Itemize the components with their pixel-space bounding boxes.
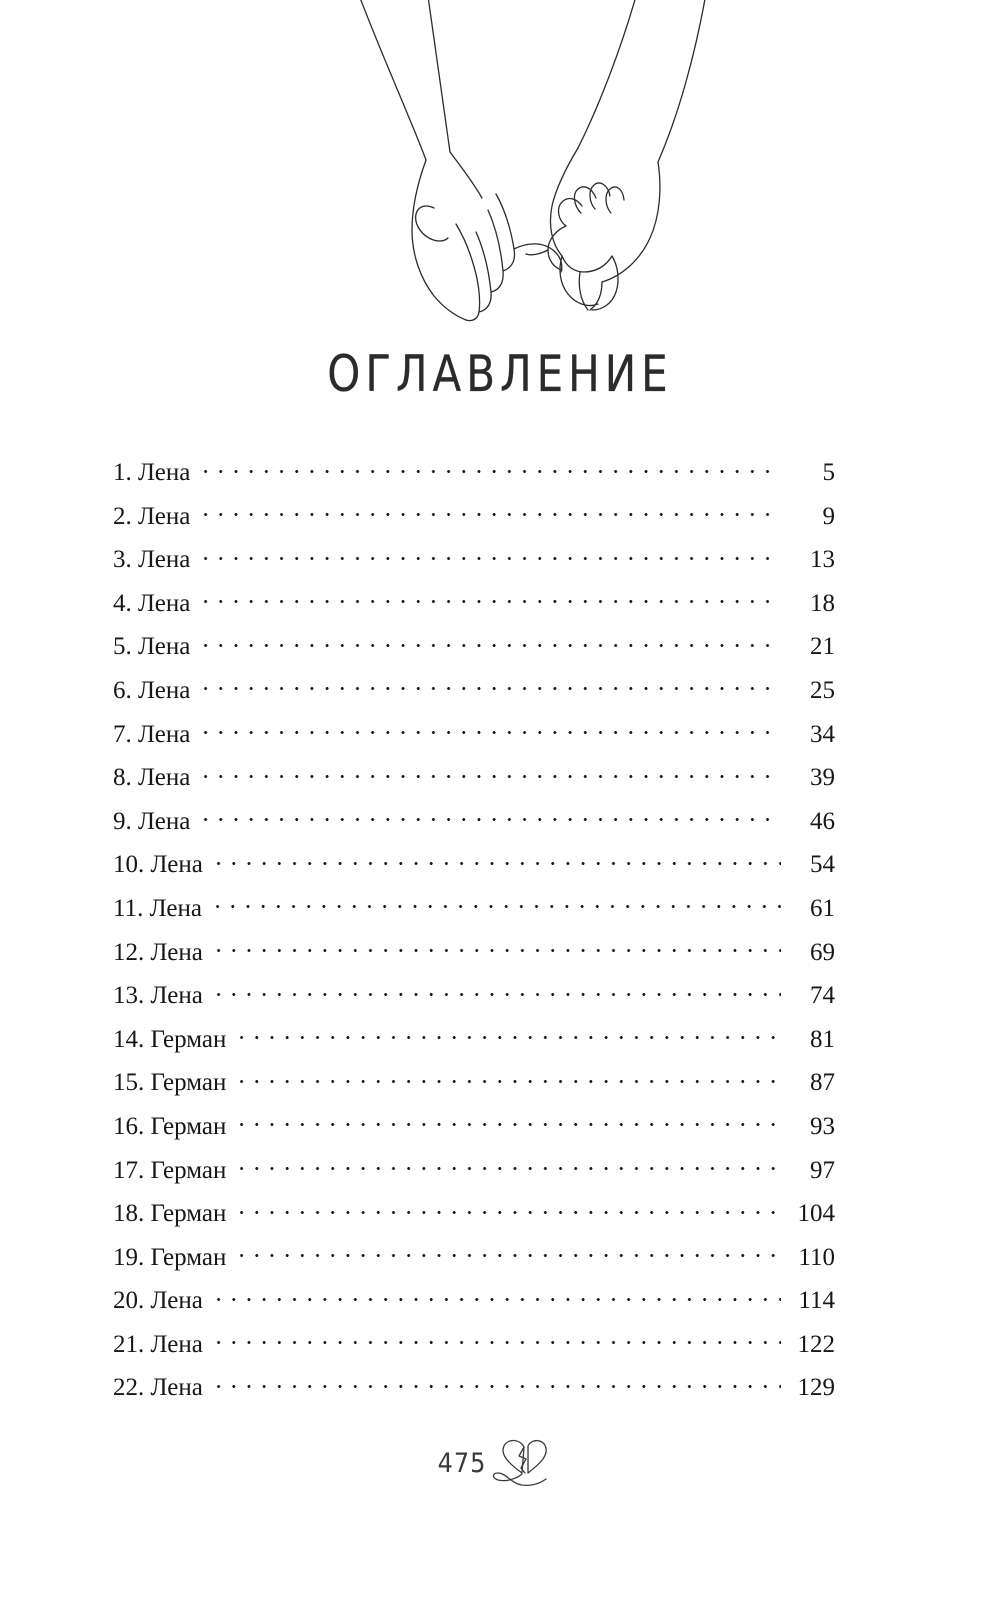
toc-entry[interactable] bbox=[113, 455, 835, 499]
toc-leader-dots bbox=[211, 1283, 781, 1308]
toc-leader-dots bbox=[211, 978, 781, 1003]
broken-heart-icon bbox=[488, 1435, 562, 1491]
toc-leader-dots bbox=[210, 891, 781, 916]
toc-entry-page: 122 bbox=[797, 1330, 835, 1358]
toc-entry[interactable] bbox=[113, 717, 835, 761]
toc-entry-page: 13 bbox=[810, 546, 835, 574]
toc-entry[interactable] bbox=[113, 760, 835, 804]
toc-entry-page: 54 bbox=[810, 851, 835, 879]
toc-entry[interactable] bbox=[113, 629, 835, 673]
toc-entry[interactable] bbox=[113, 847, 835, 891]
toc-leader-dots bbox=[211, 1327, 781, 1352]
toc-entry-label: 4. Лена bbox=[113, 589, 191, 617]
toc-entry-page: 87 bbox=[810, 1069, 835, 1097]
page-folio: 475 bbox=[437, 1447, 487, 1479]
toc-entry-label: 8. Лена bbox=[113, 764, 191, 792]
toc-leader-dots bbox=[198, 455, 781, 480]
toc-entry-label: 9. Лена bbox=[113, 807, 191, 835]
toc-entry-page: 129 bbox=[797, 1374, 835, 1402]
toc-entry[interactable] bbox=[113, 1022, 835, 1066]
toc-entry-label: 16. Герман bbox=[113, 1112, 227, 1140]
toc-entry[interactable] bbox=[113, 586, 835, 630]
toc-entry-label: 21. Лена bbox=[113, 1330, 203, 1358]
toc-entry-page: 97 bbox=[810, 1156, 835, 1184]
toc-entry[interactable] bbox=[113, 1109, 835, 1153]
toc-entry[interactable] bbox=[113, 891, 835, 935]
toc-entry[interactable] bbox=[113, 1196, 835, 1240]
toc-leader-dots bbox=[234, 1196, 781, 1221]
toc-leader-dots bbox=[211, 847, 781, 872]
toc-leader-dots bbox=[198, 586, 781, 611]
toc-entry-label: 3. Лена bbox=[113, 546, 191, 574]
two-hands-illustration bbox=[230, 0, 770, 342]
toc-entry-label: 18. Герман bbox=[113, 1200, 227, 1228]
toc-entry-page: 93 bbox=[810, 1112, 835, 1140]
toc-entry-page: 9 bbox=[822, 502, 835, 530]
toc-leader-dots bbox=[198, 673, 781, 698]
toc-entry-page: 114 bbox=[798, 1287, 835, 1315]
toc-entry-label: 15. Герман bbox=[113, 1069, 227, 1097]
toc-leader-dots bbox=[198, 499, 781, 524]
toc-entry[interactable] bbox=[113, 499, 835, 543]
toc-entry[interactable] bbox=[113, 542, 835, 586]
toc-leader-dots bbox=[198, 542, 781, 567]
toc-entry[interactable] bbox=[113, 1240, 835, 1284]
toc-entry-page: 61 bbox=[810, 894, 835, 922]
toc-entry-page: 69 bbox=[810, 938, 835, 966]
toc-entry[interactable] bbox=[113, 1153, 835, 1197]
toc-entry-label: 1. Лена bbox=[113, 459, 191, 486]
toc-entry-page: 74 bbox=[810, 982, 835, 1010]
toc-leader-dots bbox=[198, 804, 781, 829]
toc-entry-label: 10. Лена bbox=[113, 851, 203, 879]
toc-leader-dots bbox=[211, 935, 781, 960]
toc-entry-page: 34 bbox=[810, 720, 835, 748]
toc-entry-label: 19. Герман bbox=[113, 1243, 227, 1271]
toc-entry-page: 46 bbox=[810, 807, 835, 835]
toc-entry-label: 2. Лена bbox=[113, 502, 191, 530]
toc-entry-page: 39 bbox=[810, 764, 835, 792]
toc-entry[interactable] bbox=[113, 978, 835, 1022]
toc-entry-page: 5 bbox=[822, 459, 835, 486]
toc-entry-label: 7. Лена bbox=[113, 720, 191, 748]
toc-entry[interactable] bbox=[113, 935, 835, 979]
toc-entry-page: 25 bbox=[810, 676, 835, 704]
page-title: ОГЛАВЛЕНИЕ bbox=[327, 345, 673, 403]
toc-entry-label: 14. Герман bbox=[113, 1025, 227, 1053]
toc-entry-label: 20. Лена bbox=[113, 1287, 203, 1315]
toc-entry-page: 104 bbox=[797, 1200, 835, 1228]
toc-entry-label: 17. Герман bbox=[113, 1156, 227, 1184]
toc-entry-label: 11. Лена bbox=[113, 894, 202, 922]
toc-leader-dots bbox=[234, 1022, 781, 1047]
toc-entry[interactable] bbox=[113, 1370, 835, 1414]
toc-leader-dots bbox=[198, 629, 781, 654]
toc-leader-dots bbox=[234, 1109, 781, 1134]
toc-entry-label: 5. Лена bbox=[113, 633, 191, 661]
toc-entry[interactable] bbox=[113, 804, 835, 848]
toc-entry[interactable] bbox=[113, 1283, 835, 1327]
toc-leader-dots bbox=[234, 1153, 781, 1178]
toc-entry[interactable] bbox=[113, 1327, 835, 1371]
toc-entry-page: 21 bbox=[810, 633, 835, 661]
toc-leader-dots bbox=[211, 1370, 781, 1395]
toc-leader-dots bbox=[198, 717, 781, 742]
toc-entry-page: 18 bbox=[810, 589, 835, 617]
toc-entry-page: 81 bbox=[810, 1025, 835, 1053]
toc-entry-page: 110 bbox=[798, 1243, 835, 1271]
toc-entry[interactable] bbox=[113, 1065, 835, 1109]
table-of-contents bbox=[113, 455, 835, 1414]
toc-entry-label: 6. Лена bbox=[113, 676, 191, 704]
toc-entry-label: 12. Лена bbox=[113, 938, 203, 966]
toc-entry[interactable] bbox=[113, 673, 835, 717]
two-hands-line-art-icon bbox=[230, 0, 770, 342]
toc-entry-label: 22. Лена bbox=[113, 1374, 203, 1402]
page-footer bbox=[0, 1435, 1000, 1495]
toc-leader-dots bbox=[234, 1065, 781, 1090]
toc-leader-dots bbox=[234, 1240, 781, 1265]
toc-entry-label: 13. Лена bbox=[113, 982, 203, 1010]
toc-leader-dots bbox=[198, 760, 781, 785]
